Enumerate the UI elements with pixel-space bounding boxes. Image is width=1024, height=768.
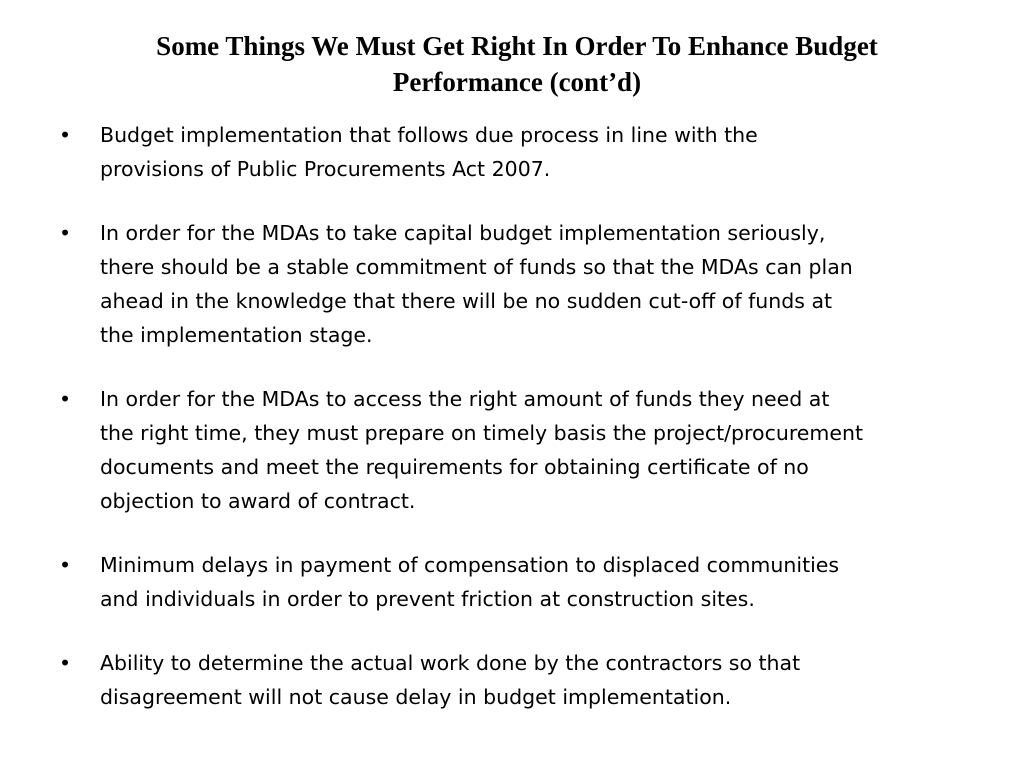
bullet-item <box>56 382 976 518</box>
bullet-text-line: provisions of Public Procurements Act 2007. <box>100 157 551 181</box>
bullet-text-line: In order for the MDAs to access the right amount of funds they need at <box>100 387 830 411</box>
bullet-text-line: Minimum delays in payment of compensation to displaced communities <box>100 553 840 577</box>
bullet-icon: • <box>59 553 72 577</box>
bullet-text-line: there should be a stable commitment of funds so that the MDAs can plan <box>100 255 853 279</box>
bullet-item <box>56 548 976 616</box>
slide-title-line: Performance (cont’d) <box>392 67 642 97</box>
bullet-item <box>56 118 976 186</box>
slide-title <box>60 28 974 100</box>
slide-title-line: Some Things We Must Get Right In Order To Enhance Budget <box>156 31 878 61</box>
bullet-text-line: the right time, they must prepare on timely basis the project/procurement <box>100 421 864 445</box>
bullet-text-line: Budget implementation that follows due process in line with the <box>100 123 758 147</box>
bullet-icon: • <box>59 123 72 147</box>
bullet-icon: • <box>59 221 72 245</box>
bullet-text-line: disagreement will not cause delay in budget implementation. <box>100 685 732 709</box>
bullet-text-line: Ability to determine the actual work done by the contractors so that <box>100 651 801 675</box>
bullet-item <box>56 216 976 352</box>
bullet-text-line: documents and meet the requirements for obtaining certificate of no <box>100 455 809 479</box>
bullet-icon: • <box>59 651 72 675</box>
bullet-text-line: objection to award of contract. <box>100 489 416 513</box>
bullet-text-line: and individuals in order to prevent friction at construction sites. <box>100 587 755 611</box>
bullet-text-line: ahead in the knowledge that there will be no sudden cut-off of funds at <box>100 289 833 313</box>
bullet-item <box>56 646 976 714</box>
bullet-text-line: the implementation stage. <box>100 323 373 347</box>
bullet-text-line: In order for the MDAs to take capital budget implementation seriously, <box>100 221 826 245</box>
bullet-icon: • <box>59 387 72 411</box>
bullet-list <box>56 118 976 744</box>
